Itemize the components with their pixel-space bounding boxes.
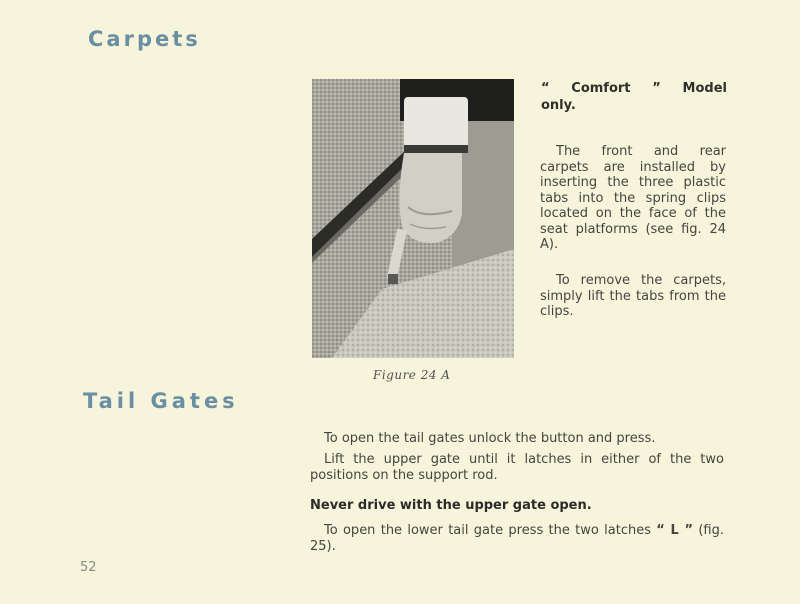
hand-lifting-carpet-tab-image — [312, 79, 514, 358]
tail-gate-lower-paragraph — [310, 523, 724, 554]
latch-label: “ L ” — [656, 523, 694, 538]
page-number: 52 — [80, 560, 97, 575]
tail-gate-lift-paragraph: Lift the upper gate until it latches in either of the two positions on the support rod. — [310, 452, 724, 483]
model-note-line-1: “ Comfort ” Model — [541, 81, 727, 96]
lower-suffix-text: (fig. 25). — [310, 523, 724, 554]
figure-caption: Figure 24 A — [373, 368, 451, 382]
tail-gate-warning: Never drive with the upper gate open. — [310, 498, 592, 513]
figure-24a-photo — [312, 79, 514, 358]
section-heading-carpets: Carpets — [88, 27, 201, 51]
carpets-install-paragraph: The front and rear carpets are installed by inserting the three plastic tabs into the spring clips located on the face of the seat platforms (see fig. 24 A). — [540, 144, 726, 252]
section-heading-tail-gates: Tail Gates — [83, 389, 239, 413]
carpets-remove-paragraph: To remove the carpets, simply lift the tabs from the clips. — [540, 273, 726, 319]
tail-gate-open-paragraph: To open the tail gates unlock the button and press. — [324, 431, 656, 446]
lower-prefix-text: To open the lower tail gate press the two latches — [324, 523, 657, 538]
model-note-line-2: only. — [541, 98, 576, 113]
